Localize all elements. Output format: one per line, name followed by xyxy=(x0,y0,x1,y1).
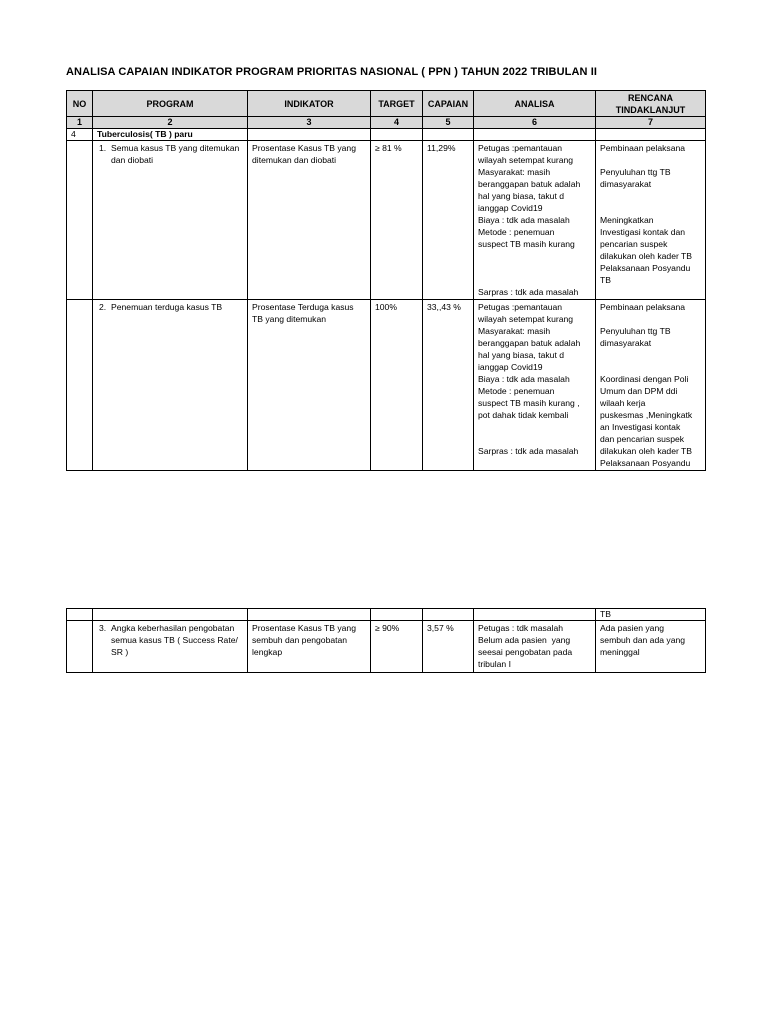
header-program: PROGRAM xyxy=(93,91,248,117)
cell-line: dimasyarakat xyxy=(600,179,652,189)
cell-line: Belum ada pasien yang xyxy=(478,635,571,645)
table-row xyxy=(67,300,706,471)
cell-line: an Investigasi kontak xyxy=(600,422,681,432)
cell-line: wilayah setempat kurang xyxy=(478,314,574,324)
program-cell xyxy=(93,141,248,300)
cell-line: ianggap Covid19 xyxy=(478,362,543,372)
cell-line: wilayah setempat kurang xyxy=(478,155,574,165)
cell-line: Masyarakat: masih xyxy=(478,167,551,177)
cell-line: wilaah kerja xyxy=(600,398,646,408)
column-number: 3 xyxy=(248,117,371,129)
target-cell: 100% xyxy=(371,300,423,471)
cell-line: Metode : penemuan xyxy=(478,227,555,237)
page-title: ANALISA CAPAIAN INDIKATOR PROGRAM PRIORITAS NASIONAL ( PPN ) TAHUN 2022 TRIBULAN II xyxy=(66,66,598,78)
cell-line: dilakukan oleh kader TB xyxy=(600,251,693,261)
cell-line: hal yang biasa, takut d xyxy=(478,350,564,360)
header-rencana xyxy=(596,91,706,117)
cell-line: suspect TB masih kurang , xyxy=(478,398,580,408)
line-gap xyxy=(600,361,701,373)
column-number: 7 xyxy=(596,117,706,129)
line-gap xyxy=(600,313,701,325)
cell-line: Koordinasi dengan Poli xyxy=(600,374,689,384)
program-text: Semua kasus TB yang ditemukan dan diobati xyxy=(111,143,240,165)
line-gap xyxy=(478,274,591,286)
cell-line: dilakukan oleh kader TB xyxy=(600,446,693,456)
rencana-cell xyxy=(596,621,706,673)
cell-line: Sarpras : tdk ada masalah xyxy=(478,287,579,297)
capaian-cell: 3,57 % xyxy=(423,621,474,673)
cell-line: seesai pengobatan pada xyxy=(478,647,573,657)
header-capaian: CAPAIAN xyxy=(423,91,474,117)
column-number: 6 xyxy=(474,117,596,129)
header-analisa: ANALISA xyxy=(474,91,596,117)
column-number: 4 xyxy=(371,117,423,129)
line-gap xyxy=(478,421,591,433)
indikator-cell: Prosentase Kasus TB yang sembuh dan pengobatan lengkap xyxy=(248,621,371,673)
header-no: NO xyxy=(67,91,93,117)
cell-line: Penyuluhan ttg TB xyxy=(600,167,671,177)
cell-line: pencarian suspek xyxy=(600,239,668,249)
cell-line: meninggal xyxy=(600,647,640,657)
section-row xyxy=(67,129,706,141)
cell-line: Sarpras : tdk ada masalah xyxy=(478,446,579,456)
cell-line: Pelaksanaan Posyandu xyxy=(600,263,691,273)
program-number: 3. xyxy=(99,623,107,633)
rencana-continuation: TB xyxy=(596,609,706,621)
cell-line: beranggapan batuk adalah xyxy=(478,179,581,189)
cell-line: Petugas :pemantauan xyxy=(478,302,563,312)
section-program: Tuberculosis( TB ) paru xyxy=(93,129,248,141)
cell-line: Penyuluhan ttg TB xyxy=(600,326,671,336)
cell-line: Meningkatkan xyxy=(600,215,654,225)
cell-line: ianggap Covid19 xyxy=(478,203,543,213)
line-gap xyxy=(478,250,591,262)
line-gap xyxy=(600,190,701,202)
cell-line: sembuh dan ada yang xyxy=(600,635,686,645)
column-number: 5 xyxy=(423,117,474,129)
program-number: 1. xyxy=(99,143,107,153)
analisa-cell xyxy=(474,141,596,300)
cell-line: Pembinaan pelaksana xyxy=(600,302,686,312)
cell-line: Pelaksanaan Posyandu xyxy=(600,458,691,468)
cell-line: dimasyarakat xyxy=(600,338,652,348)
cell-line: dan pencarian suspek xyxy=(600,434,685,444)
program-cell xyxy=(93,621,248,673)
cell-line: Pembinaan pelaksana xyxy=(600,143,686,153)
table-header-row xyxy=(67,91,706,117)
program-cell xyxy=(93,300,248,471)
section-number: 4 xyxy=(67,129,93,141)
line-gap xyxy=(478,433,591,445)
continuation-row xyxy=(67,609,706,621)
ppn-analysis-table xyxy=(66,90,706,471)
cell-line: suspect TB masih kurang xyxy=(478,239,575,249)
header-rencana-line1: RENCANA xyxy=(628,92,673,103)
line-gap xyxy=(478,262,591,274)
analisa-cell xyxy=(474,300,596,471)
table-row xyxy=(67,621,706,673)
cell-line: Petugas : tdk masalah xyxy=(478,623,564,633)
column-number: 2 xyxy=(93,117,248,129)
line-gap xyxy=(600,202,701,214)
column-number-row xyxy=(67,117,706,129)
analisa-cell xyxy=(474,621,596,673)
cell-line: beranggapan batuk adalah xyxy=(478,338,581,348)
program-number: 2. xyxy=(99,302,107,312)
rencana-cell xyxy=(596,300,706,471)
target-cell: ≥ 90% xyxy=(371,621,423,673)
cell-line: Ada pasien yang xyxy=(600,623,665,633)
cell-line: Petugas :pemantauan xyxy=(478,143,563,153)
cell-line: Metode : penemuan xyxy=(478,386,555,396)
ppn-analysis-table-continued xyxy=(66,608,706,673)
program-text: Penemuan terduga kasus TB xyxy=(111,302,223,312)
cell-line: Investigasi kontak dan xyxy=(600,227,686,237)
capaian-cell: 11,29% xyxy=(423,141,474,300)
target-cell: ≥ 81 % xyxy=(371,141,423,300)
cell-line: Biaya : tdk ada masalah xyxy=(478,215,570,225)
cell-line: tribulan I xyxy=(478,659,511,669)
cell-line: pot dahak tidak kembali xyxy=(478,410,569,420)
header-rencana-line2: TINDAKLANJUT xyxy=(615,104,686,115)
cell-line: Masyarakat: masih xyxy=(478,326,551,336)
cell-line: TB xyxy=(600,275,611,285)
column-number: 1 xyxy=(67,117,93,129)
program-text: Angka keberhasilan pengobatan semua kasus TB ( Success Rate/ SR ) xyxy=(111,623,238,657)
cell-line: Umum dan DPM ddi xyxy=(600,386,678,396)
cell-line: hal yang biasa, takut d xyxy=(478,191,564,201)
capaian-cell: 33,,43 % xyxy=(423,300,474,471)
rencana-cell xyxy=(596,141,706,300)
cell-line: Biaya : tdk ada masalah xyxy=(478,374,570,384)
header-indikator: INDIKATOR xyxy=(248,91,371,117)
table-row xyxy=(67,141,706,300)
cell-line: puskesmas ,Meningkatk xyxy=(600,410,693,420)
line-gap xyxy=(600,349,701,361)
line-gap xyxy=(600,154,701,166)
header-target: TARGET xyxy=(371,91,423,117)
indikator-cell: Prosentase Terduga kasus TB yang ditemukan xyxy=(248,300,371,471)
indikator-cell: Prosentase Kasus TB yang ditemukan dan diobati xyxy=(248,141,371,300)
